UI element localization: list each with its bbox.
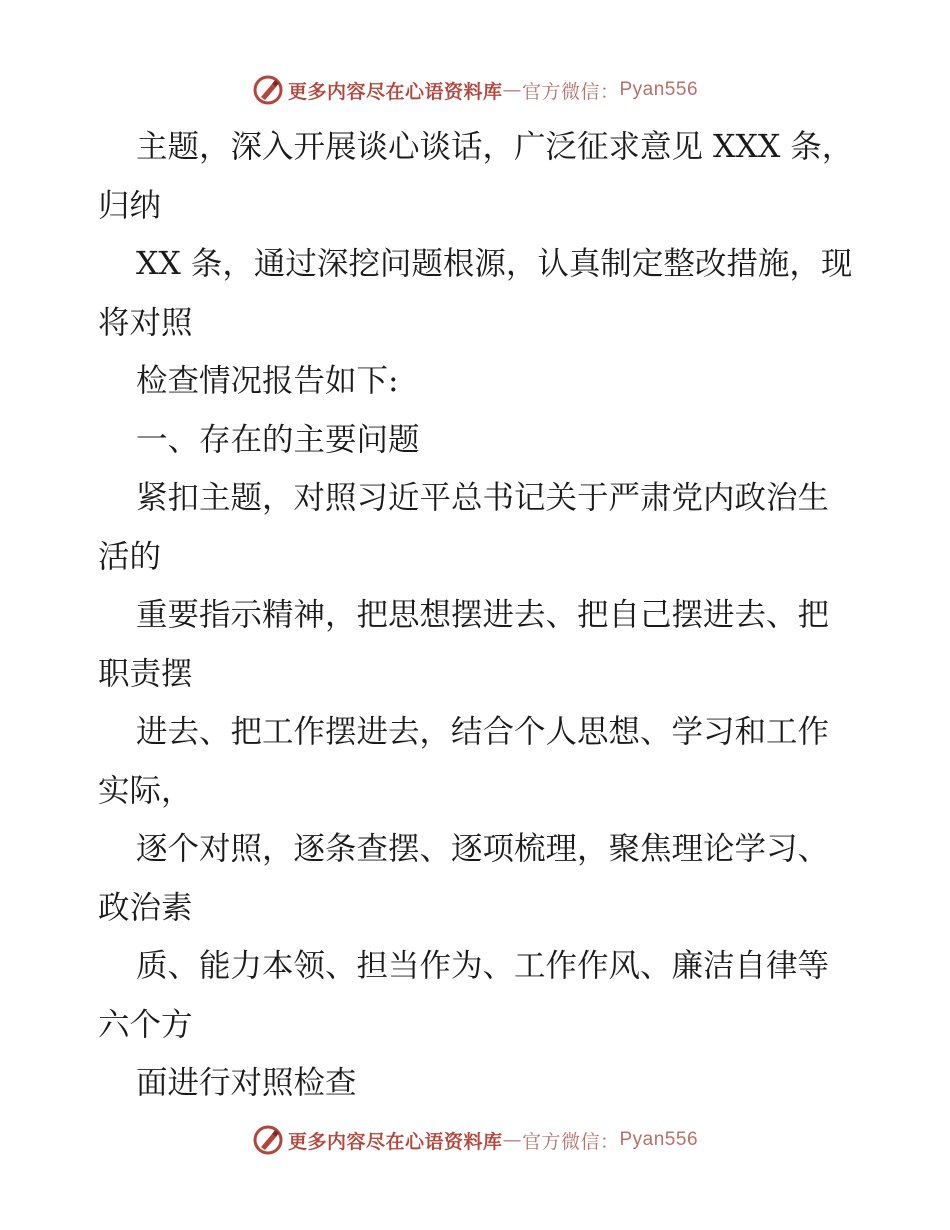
paragraph-1: 主题，深入开展谈心谈话，广泛征求意见 XXX 条，归纳 bbox=[98, 129, 854, 224]
section-heading: 一、存在的主要问题 bbox=[136, 421, 420, 458]
watermark-separator: — bbox=[502, 79, 522, 101]
paragraph-2: XX 条，通过深挖问题根源，认真制定整改措施，现将对照 bbox=[98, 246, 853, 341]
watermark-id: Pyan556 bbox=[619, 1129, 699, 1150]
paragraph-9: 质、能力本领、担当作为、工作作风、廉洁自律等六个方 bbox=[98, 948, 830, 1043]
watermark-separator: — bbox=[502, 1129, 522, 1151]
pen-logo-icon bbox=[252, 74, 284, 106]
paragraph-10: 面进行对照检查 bbox=[136, 1065, 357, 1101]
watermark-main-text: 更多内容尽在心语资料库 bbox=[287, 80, 503, 103]
watermark-sub-text: 官方微信： bbox=[521, 80, 620, 103]
paragraph-8: 逐个对照，逐条查摆、逐项梳理，聚焦理论学习、政治素 bbox=[98, 831, 830, 926]
document-body bbox=[98, 118, 858, 1113]
pen-logo-icon bbox=[252, 1124, 284, 1156]
paragraph-6: 重要指示精神，把思想摆进去、把自己摆进去、把职责摆 bbox=[98, 597, 830, 692]
watermark-id: Pyan556 bbox=[619, 79, 699, 100]
paragraph-7: 进去、把工作摆进去，结合个人思想、学习和工作实际， bbox=[98, 714, 830, 809]
watermark-header bbox=[0, 70, 950, 110]
watermark-main-text: 更多内容尽在心语资料库 bbox=[287, 1130, 503, 1153]
watermark-footer bbox=[0, 1120, 950, 1160]
watermark-sub-text: 官方微信： bbox=[521, 1130, 620, 1153]
paragraph-5: 紧扣主题，对照习近平总书记关于严肃党内政治生活的 bbox=[98, 480, 830, 575]
paragraph-3: 检查情况报告如下: bbox=[136, 363, 399, 399]
